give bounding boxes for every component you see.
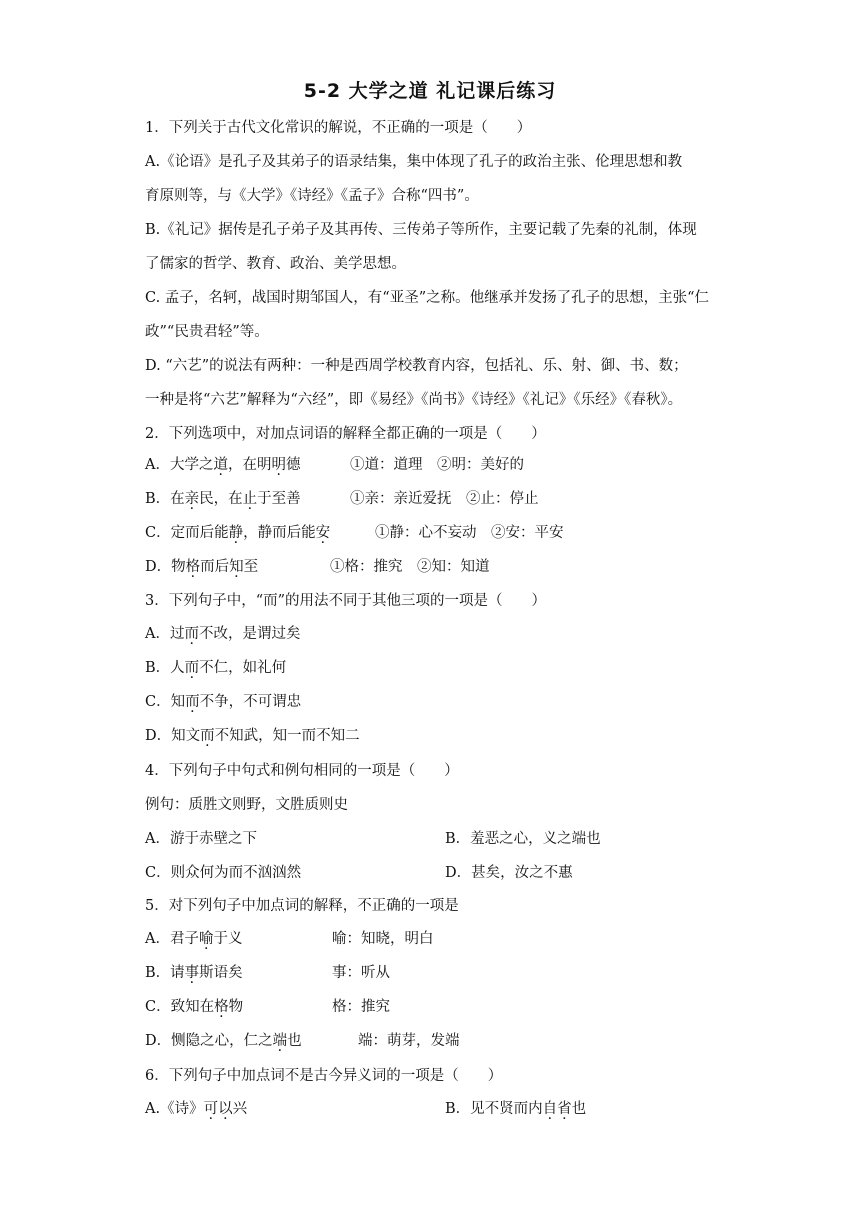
dotted-word: 可	[203, 1101, 219, 1117]
q2-option-a-explanation: ①道：道理 ②明：美好的	[350, 457, 524, 473]
page-title: 5-2 大学之道 礼记课后练习	[303, 80, 557, 102]
dotted-word: 明	[271, 457, 286, 473]
dotted-word: 道	[213, 457, 228, 473]
q3-option-b: B．人而不仁，如礼何	[145, 660, 287, 676]
q5-option-c-explanation: 格：推究	[332, 999, 390, 1015]
q4-option-d: D．甚矣，汝之不惠	[445, 865, 573, 881]
dotted-word: 喻	[198, 931, 214, 947]
dotted-word: 亲	[184, 491, 200, 507]
q5-option-a-explanation: 喻：知晓，明白	[332, 931, 434, 947]
dotted-word: 而	[184, 626, 199, 642]
q5-option-a: A．君子喻于义	[145, 931, 243, 947]
q1-option-a-line2: 育原则等，与《大学》《诗经》《孟子》合称“四书”。	[145, 188, 479, 204]
dotted-word: 端	[272, 1033, 288, 1049]
q2-option-d-explanation: ①格：推究 ②知：知道	[330, 559, 490, 575]
q3-stem: 3．下列句子中，“而”的用法不同于其他三项的一项是（ ）	[145, 593, 547, 609]
q3-option-a: A．过而不改，是谓过矣	[145, 626, 301, 642]
q3-option-d: D．知文而不知武，知一而不知二	[145, 728, 360, 744]
q5-option-b-explanation: 事：听从	[332, 965, 390, 981]
q2-option-a: A．大学之道，在明明德	[145, 457, 301, 473]
q4-stem: 4．下列句子中句式和例句相同的一项是（ ）	[145, 763, 459, 779]
q1-option-b-line2: 了儒家的哲学、教育、政治、美学思想。	[145, 256, 406, 272]
q5-option-d-explanation: 端：萌芽，发端	[358, 1033, 460, 1049]
q6-option-a: A.《诗》可以兴	[145, 1101, 248, 1117]
q4-option-b: B．羞恶之心，义之端也	[445, 831, 601, 847]
dotted-word: 以	[218, 1101, 233, 1117]
dotted-word: 格	[214, 999, 229, 1015]
dotted-word: 而	[200, 728, 215, 744]
dotted-word: 自	[542, 1101, 558, 1117]
q1-stem: 1．下列关于古代文化常识的解说，不正确的一项是（ ）	[145, 120, 532, 136]
q2-option-d: D．物格而后知至	[145, 559, 259, 575]
q1-option-d-line2: 一种是将“六艺”解释为“六经”，即《易经》《尚书》《诗经》《礼记》《乐经》《春秋》。	[145, 392, 683, 408]
q1-option-a-line1: A.《论语》是孔子及其弟子的语录结集，集中体现了孔子的政治主张、伦理思想和教	[145, 154, 683, 170]
dotted-word: 而	[185, 694, 200, 710]
q2-stem: 2．下列选项中，对加点词语的解释全都正确的一项是（ ）	[145, 426, 546, 442]
q5-stem: 5．对下列句子中加点词的解释，不正确的一项是	[145, 898, 459, 914]
q5-option-b: B．请事斯语矣	[145, 965, 243, 981]
dotted-word: 止	[242, 491, 258, 507]
q3-option-c: C．知而不争，不可谓忠	[145, 694, 302, 710]
q1-option-d-line1: D. “六艺”的说法有两种：一种是西周学校教育内容，包括礼、乐、射、御、书、数；	[145, 358, 688, 374]
q2-option-b: B．在亲民，在止于至善	[145, 491, 301, 507]
q1-option-b-line1: B.《礼记》据传是孔子弟子及其再传、三传弟子等所作，主要记载了先秦的礼制，体现	[145, 222, 697, 238]
q1-option-c-line1: C. 孟子，名轲，战国时期邹国人，有“亚圣”之称。他继承并发扬了孔子的思想，主张“仁	[145, 290, 710, 306]
q5-option-c: C．致知在格物	[145, 999, 244, 1015]
dotted-word: 省	[557, 1101, 572, 1117]
q5-option-d: D．恻隐之心，仁之端也	[145, 1033, 302, 1049]
q6-stem: 6．下列句子中加点词不是古今异义词的一项是（ ）	[145, 1068, 503, 1084]
q1-option-c-line2: 政”“民贵君轻”等。	[145, 324, 269, 340]
q2-option-c-explanation: ①静：心不妄动 ②安：平安	[375, 525, 564, 541]
dotted-word: 知	[229, 559, 244, 575]
q2-option-b-explanation: ①亲：亲近爱抚 ②止：停止	[350, 491, 539, 507]
dotted-word: 而	[184, 660, 200, 676]
q6-option-b: B．见不贤而内自省也	[445, 1101, 587, 1117]
q4-option-c: C．则众何为而不汹汹然	[145, 865, 302, 881]
dotted-word: 安	[315, 525, 331, 541]
dotted-word: 格	[185, 559, 201, 575]
dotted-word: 静	[228, 525, 244, 541]
q2-option-c: C．定而后能静，静而后能安	[145, 525, 331, 541]
q4-option-a: A．游于赤壁之下	[145, 831, 257, 847]
dotted-word: 事	[184, 965, 200, 981]
q4-example: 例句：质胜文则野，文胜质则史	[145, 797, 348, 813]
